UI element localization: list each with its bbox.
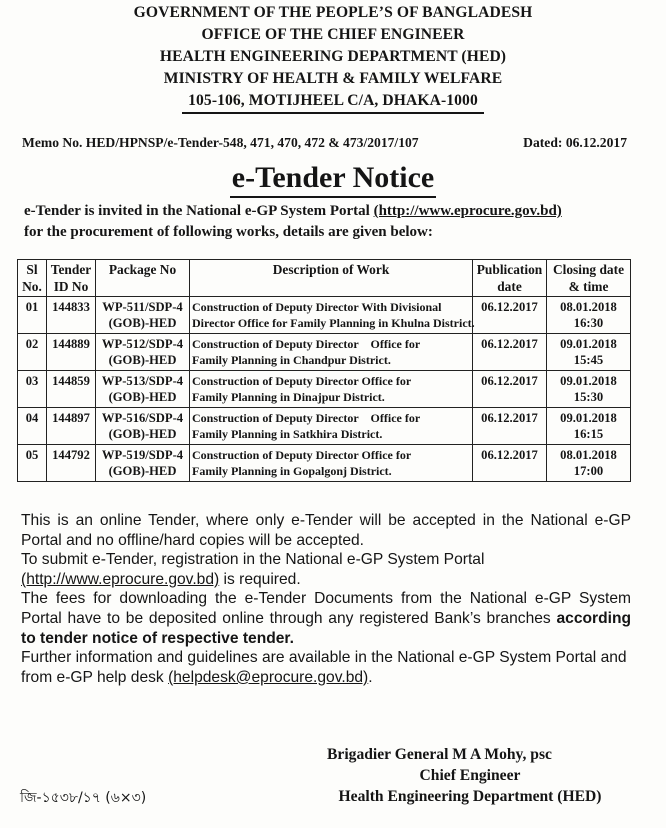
- cell-package-text: (GOB)-HED: [108, 464, 177, 478]
- table-row: [18, 371, 631, 408]
- registration-paragraph: [21, 550, 631, 589]
- table-row: [18, 297, 631, 334]
- col-header-tender-id: Tender ID No: [47, 260, 96, 297]
- footer-code: জি-১৫৩৮/১৭ (৬×৩): [20, 790, 147, 806]
- cell-tender-id: [47, 408, 96, 445]
- cell-package-text: (GOB)-HED: [108, 427, 177, 441]
- cell-publication-text: 06.12.2017: [481, 337, 538, 351]
- cell-package-text: (GOB)-HED: [108, 316, 177, 330]
- cell-package-text: WP-513/SDP-4: [101, 374, 184, 388]
- cell-publication: [473, 334, 547, 371]
- cell-publication-text: 06.12.2017: [481, 411, 538, 425]
- cell-sl-text: 04: [25, 411, 39, 425]
- cell-package: [96, 445, 190, 482]
- works-table: [17, 259, 631, 482]
- cell-sl: [18, 408, 47, 445]
- cell-sl: [18, 334, 47, 371]
- cell-description: [190, 297, 473, 334]
- letterhead: [0, 2, 666, 114]
- col-header-closing: Closing date & time: [547, 260, 631, 297]
- table-header-row: [18, 260, 631, 297]
- cell-description-text: Family Planning in Gopalgonj District.: [192, 464, 392, 478]
- table-row: [18, 334, 631, 371]
- signatory-department: Health Engineering Department (HED): [338, 788, 602, 805]
- cell-sl: [18, 297, 47, 334]
- cell-description: [190, 371, 473, 408]
- memo-number: Memo No. HED/HPNSP/e-Tender-548, 471, 470, 472 & 473/2017/107: [22, 135, 419, 150]
- memo-date: Dated: 06.12.2017: [523, 135, 627, 150]
- col-header-publication: Publication date: [473, 260, 547, 297]
- cell-publication: [473, 445, 547, 482]
- header-ministry: MINISTRY OF HEALTH & FAMILY WELFARE: [163, 70, 503, 87]
- cell-closing-text: 09.01.2018: [560, 374, 617, 388]
- cell-sl-text: 01: [25, 300, 39, 314]
- cell-package: [96, 297, 190, 334]
- header-government: GOVERNMENT OF THE PEOPLE’S OF BANGLADESH: [133, 4, 533, 21]
- intro-text-2: for the procurement of following works, details are given below:: [24, 224, 433, 240]
- cell-publication: [473, 408, 547, 445]
- cell-description: [190, 445, 473, 482]
- helpdesk-email-link[interactable]: (helpdesk@eprocure.gov.bd): [168, 668, 369, 686]
- cell-closing: [547, 371, 631, 408]
- table-row: [18, 408, 631, 445]
- col-header-package: Package No: [96, 260, 190, 297]
- cell-sl-text: 02: [25, 337, 39, 351]
- cell-closing-text: 16:30: [573, 316, 604, 330]
- cell-description-text: Construction of Deputy Director Office for: [192, 374, 412, 388]
- cell-sl-text: 05: [25, 448, 39, 462]
- intro-paragraph: [24, 201, 644, 243]
- cell-description: [190, 334, 473, 371]
- cell-package-text: WP-512/SDP-4: [101, 337, 184, 351]
- cell-tender-id-text: 144889: [52, 337, 90, 351]
- notice-title: e-Tender Notice: [230, 160, 436, 198]
- header-office: OFFICE OF THE CHIEF ENGINEER: [201, 26, 465, 43]
- cell-package-text: WP-519/SDP-4: [101, 448, 184, 462]
- cell-package: [96, 334, 190, 371]
- registration-text: To submit e-Tender, registration in the National e-GP System Portal: [21, 551, 485, 569]
- header-address: 105-106, MOTIJHEEL C/A, DHAKA-1000: [182, 91, 484, 114]
- cell-description-text: Family Planning in Satkhira District.: [192, 427, 383, 441]
- cell-sl: [18, 445, 47, 482]
- further-info-text: Further information and guidelines are available in the National e-GP System Portal and from e-GP help desk: [21, 649, 627, 686]
- eprocure-link[interactable]: (http://www.eprocure.gov.bd): [373, 203, 562, 219]
- cell-description: [190, 408, 473, 445]
- registration-link[interactable]: (http://www.eprocure.gov.bd): [21, 570, 220, 588]
- cell-publication-text: 06.12.2017: [481, 448, 538, 462]
- cell-closing-text: 09.01.2018: [560, 337, 617, 351]
- cell-publication: [473, 297, 547, 334]
- intro-text: e-Tender is invited in the National e-GP System Portal: [24, 203, 374, 219]
- cell-closing-text: 17:00: [573, 464, 604, 478]
- cell-description-text: Family Planning in Chandpur District.: [192, 353, 391, 367]
- cell-tender-id: [47, 371, 96, 408]
- signatory-name: Brigadier General M A Mohy, psc: [327, 746, 552, 763]
- cell-sl-text: 03: [25, 374, 39, 388]
- cell-publication-text: 06.12.2017: [481, 374, 538, 388]
- cell-description-text: Construction of Deputy Director With Divisional: [192, 300, 442, 314]
- cell-tender-id-text: 144897: [52, 411, 90, 425]
- cell-closing: [547, 445, 631, 482]
- fees-bold-text: according to tender notice of respective tender.: [21, 609, 631, 647]
- col-header-sl: Sl No.: [18, 260, 47, 297]
- cell-description-text: Construction of Deputy Director Office for: [192, 337, 421, 351]
- cell-package-text: WP-516/SDP-4: [101, 411, 184, 425]
- cell-description-text: Director Office for Family Planning in Khulna District.: [192, 316, 475, 330]
- cell-tender-id: [47, 334, 96, 371]
- cell-tender-id: [47, 297, 96, 334]
- cell-package-text: WP-511/SDP-4: [102, 300, 183, 314]
- cell-closing-text: 08.01.2018: [560, 448, 617, 462]
- cell-publication-text: 06.12.2017: [481, 300, 538, 314]
- signatory-designation: Chief Engineer: [419, 767, 521, 784]
- conditions-text: [21, 511, 631, 687]
- cell-closing-text: 15:30: [573, 390, 604, 404]
- cell-tender-id-text: 144833: [52, 300, 90, 314]
- cell-tender-id: [47, 445, 96, 482]
- fees-text: The fees for downloading the e-Tender Documents from the National e-GP System Portal have to be deposited online through any registered Bank’s branches: [21, 590, 631, 627]
- cell-package-text: (GOB)-HED: [108, 353, 177, 367]
- col-header-description: Description of Work: [190, 260, 473, 297]
- cell-closing: [547, 334, 631, 371]
- cell-closing: [547, 297, 631, 334]
- online-tender-paragraph: This is an online Tender, where only e-Tender will be accepted in the National e-GP Portal and no offline/hard copies will be accepted.: [21, 512, 631, 549]
- cell-closing-text: 08.01.2018: [560, 300, 617, 314]
- cell-closing-text: 15:45: [573, 353, 604, 367]
- cell-package: [96, 371, 190, 408]
- cell-package: [96, 408, 190, 445]
- cell-package-text: (GOB)-HED: [108, 390, 177, 404]
- cell-description-text: Construction of Deputy Director Office for: [192, 448, 412, 462]
- further-info-paragraph: [21, 648, 631, 687]
- fees-paragraph: [21, 589, 631, 648]
- registration-text-end: is required.: [219, 570, 301, 588]
- cell-description-text: Construction of Deputy Director Office for: [192, 411, 421, 425]
- cell-tender-id-text: 144859: [52, 374, 90, 388]
- cell-description-text: Family Planning in Dinajpur District.: [192, 390, 385, 404]
- signature-block: [300, 744, 640, 807]
- further-info-end: .: [368, 668, 373, 686]
- header-department: HEALTH ENGINEERING DEPARTMENT (HED): [159, 48, 507, 65]
- table-row: [18, 445, 631, 482]
- cell-closing-text: 09.01.2018: [560, 411, 617, 425]
- cell-closing: [547, 408, 631, 445]
- cell-publication: [473, 371, 547, 408]
- cell-tender-id-text: 144792: [52, 448, 90, 462]
- cell-closing-text: 16:15: [573, 427, 604, 441]
- cell-sl: [18, 371, 47, 408]
